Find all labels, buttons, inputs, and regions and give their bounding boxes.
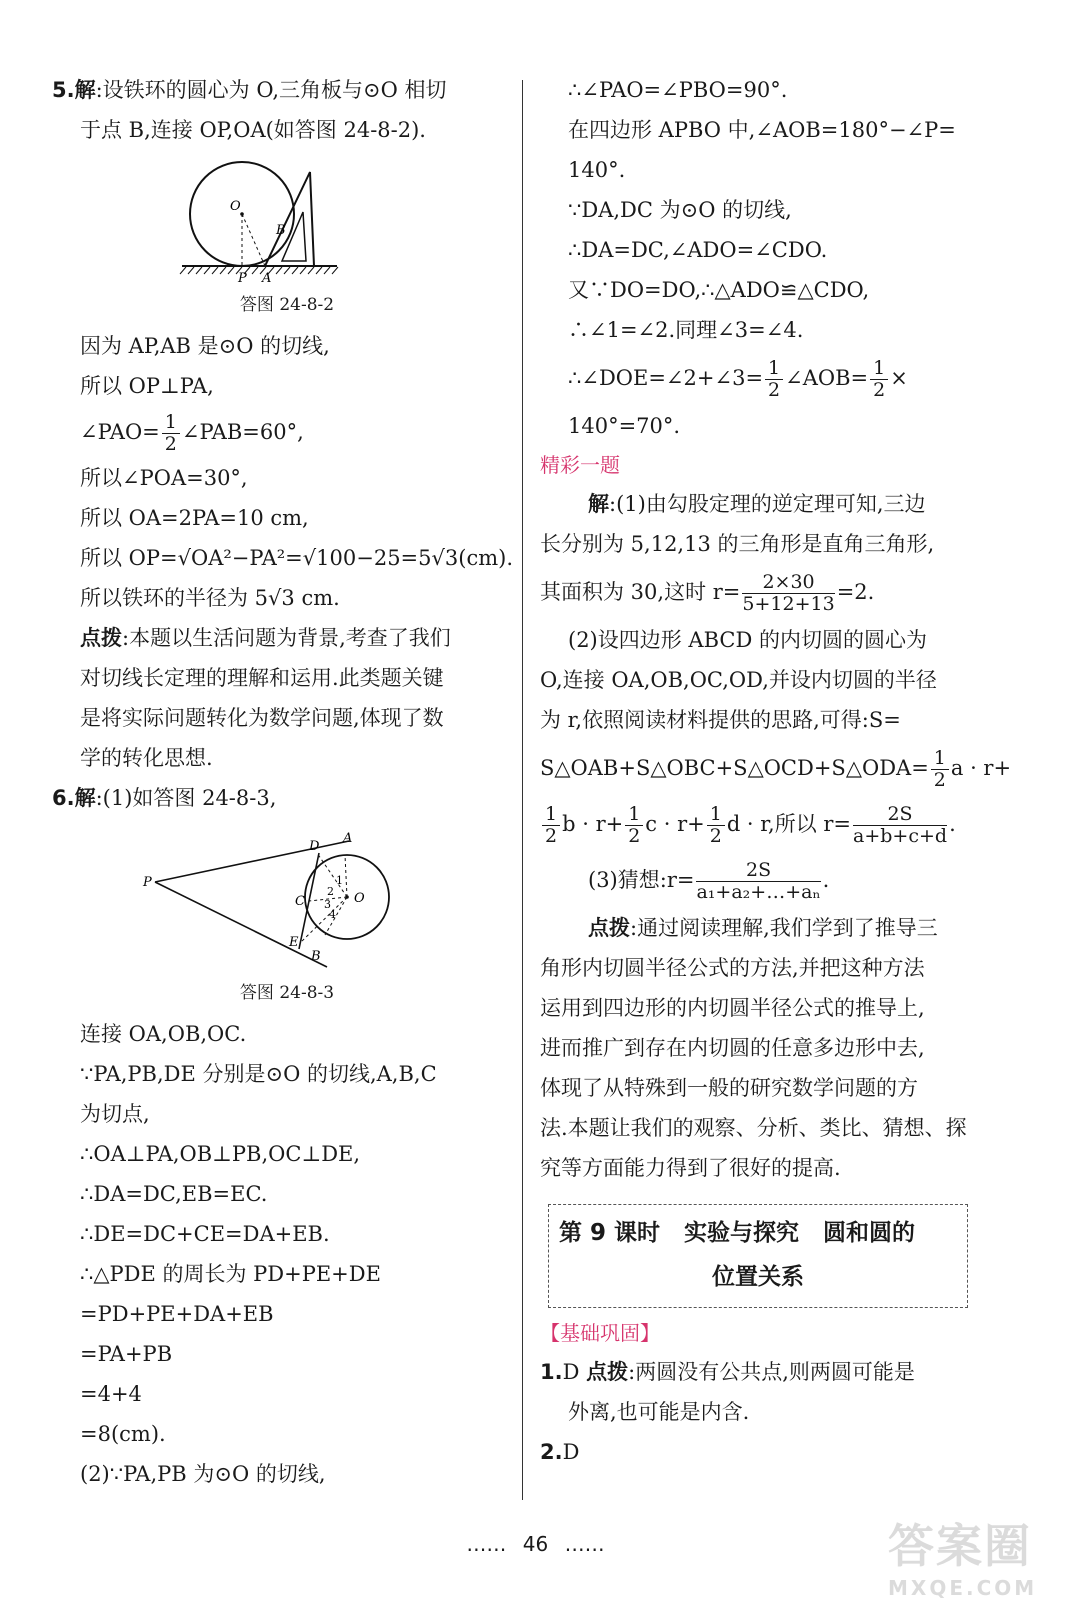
fraction: $\frac{1}{2}$ [707,804,725,847]
label-O: O [230,199,241,214]
highlight-tip: 进而推广到存在内切圆的任意多边形中去, [540,1036,925,1060]
highlight-solution: 其面积为 30,这时 r= $\frac{2\times 30}{5+12+13}$ =2. [540,571,875,615]
highlight-heading: 精彩一题 [540,453,620,477]
label-A: A [262,271,272,284]
q6-text: ∵PA,PB,DE 分别是⊙O 的切线,A,B,C [80,1062,437,1086]
lesson-title-line2: 位置关系 [712,1264,804,1290]
q6-text: ∴DE=DC+CE=DA+EB. [80,1222,330,1246]
angle-2: 2 [327,885,334,898]
watermark-url: MXQE.COM [888,1576,1038,1600]
highlight-solution: O,连接 OA,OB,OC,OD,并设内切圆的半径 [540,668,937,692]
q6-continued: ∵DA,DC 为⊙O 的切线, [568,198,792,222]
q6-text: 为切点, [80,1102,150,1126]
q6-label: 解 [74,786,96,810]
fraction: $\frac{2\times 30}{5+12+13}$ [742,571,835,615]
angle-4: 4 [329,908,336,921]
q6-text: =4+4 [80,1382,142,1406]
figure-caption: 答图 24-8-3 [239,983,335,1003]
q6-continued: ∴DA=DC,∠ADO=∠CDO. [568,238,828,262]
q6-text: (2)∵PA,PB 为⊙O 的切线, [80,1462,326,1486]
q5-tip: 对切线长定理的理解和运用.此类题关键 [80,666,444,690]
highlight-solution: (3)猜想:r= $\frac{2S}{\text{a₁+a₂+…+aₙ}}$ . [588,859,830,903]
q6-continued: ∴∠1=∠2.同理∠3=∠4. [568,318,804,342]
q6-text: ∴△PDE 的周长为 PD+PE+DE [80,1262,381,1286]
left-column [52,70,522,1494]
q5-text: 所以铁环的半径为 5√3 cm. [80,586,340,610]
fraction: $\frac{1}{2}$ [931,748,949,791]
q5-text: 所以∠POA=30°, [80,466,248,490]
answer-2: 2.D [540,1440,580,1464]
q6-continued: 在四边形 APBO 中,∠AOB=180°−∠P= [568,118,956,142]
q6-text: =PA+PB [80,1342,173,1366]
highlight-solution: 长分别为 5,12,13 的三角形是直角三角形, [540,532,935,556]
triangle-ruler [265,172,314,266]
section-heading: 【基础巩固】 [540,1321,660,1345]
highlight-solution: 解:(1)由勾股定理的逆定理可知,三边 [588,492,926,516]
right-column [540,70,1012,1472]
label-D: D [309,839,320,854]
fraction: $\frac{2S}{\text{a₁+a₂+…+aₙ}}$ [696,859,821,903]
label-C: C [295,894,305,909]
q5-text: 因为 AP,AB 是⊙O 的切线, [80,334,330,358]
highlight-tip: 点拨:通过阅读理解,我们学到了推导三 [588,916,938,940]
label-P: P [238,271,247,284]
q6-continued: ∴∠DOE=∠2+∠3= $\frac{1}{2}$ ∠AOB= $\frac{1}{2}$ × [568,357,908,401]
q5-tip: 学的转化思想. [80,746,213,770]
label-A: A [343,831,353,846]
footer-dots: …… [466,1532,507,1556]
q6-number: 6. [52,786,75,810]
q5-number: 5. [52,78,75,102]
label-E: E [289,935,299,950]
q5-text: 所以 OP=√OA²−PA²=√100−25=5√3(cm). [80,546,513,570]
lesson-title-line1: 第 9 课时 实验与探究 圆和圆的 [559,1220,916,1246]
figure-24-8-2 [52,154,522,288]
highlight-solution: $\frac{1}{2}$ b · r+ $\frac{1}{2}$ c · r+ $\frac{1}{2}$ d · r,所以 r= $\frac{2S}{a+b+c+d}$ . [540,796,1000,852]
fraction: $\frac{1}{2}$ [625,804,643,847]
fraction: $\frac{1}{2}$ [765,358,783,401]
page-number: 46 [522,1532,549,1556]
q5-label: 解 [74,78,96,102]
q5-tip: 是将实际问题转化为数学问题,体现了数 [80,706,444,730]
q5-line2: 于点 B,连接 OP,OA(如答图 24-8-2). [80,118,426,142]
q5-line1: 5.解:设铁环的圆心为 O,三角板与⊙O 相切 [52,78,447,102]
fraction: $\frac{2S}{a+b+c+d}$ [853,803,948,847]
figure-24-8-3 [52,822,522,976]
label-P: P [143,875,152,890]
q6-line1: 6.解:(1)如答图 24-8-3, [52,786,277,810]
highlight-solution: (2)设四边形 ABCD 的内切圆的圆心为 [568,628,927,652]
highlight-tip: 究等方面能力得到了很好的提高. [540,1156,841,1180]
answer-1: 1.D 点拨:两圆没有公共点,则两圆可能是 [540,1360,915,1384]
tangent-PA [155,841,349,882]
q6-text: 连接 OA,OB,OC. [80,1022,247,1046]
q5-text: 所以 OA=2PA=10 cm, [80,506,309,530]
highlight-tip: 角形内切圆半径公式的方法,并把这种方法 [540,956,925,980]
q5-text: ∠PAO= $\frac{1}{2}$ ∠PAB=60°, [80,411,304,455]
highlight-tip: 体现了从特殊到一般的研究数学问题的方 [540,1076,918,1100]
q6-text: ∴OA⊥PA,OB⊥PB,OC⊥DE, [80,1142,361,1166]
watermark-logo [888,1510,1053,1600]
tangent-lines-diagram [137,822,437,972]
fraction: $\frac{1}{2}$ [162,412,180,455]
q6-text: =PD+PE+DA+EB [80,1302,274,1326]
label-B: B [311,949,321,964]
lesson-title-box [548,1204,968,1308]
q6-continued: 又∵DO=DO,∴△ADO≌△CDO, [568,278,870,302]
highlight-tip: 法.本题让我们的观察、分析、类比、猜想、探 [540,1116,967,1140]
highlight-solution: S△OAB+S△OBC+S△OCD+S△ODA= $\frac{1}{2}$ a · r+ [540,747,1012,791]
q6-text: =8(cm). [80,1422,166,1446]
highlight-solution: 为 r,依照阅读材料提供的思路,可得:S= [540,708,901,732]
q5-tip: 点拨:本题以生活问题为背景,考查了我们 [80,626,451,650]
iron-ring-diagram [162,154,412,284]
q6-continued: 140°. [568,158,626,182]
q6-continued: ∴∠PAO=∠PBO=90°. [568,78,788,102]
q5-text: 所以 OP⊥PA, [80,374,214,398]
q6-text: ∴DA=DC,EB=EC. [80,1182,268,1206]
angle-3: 3 [324,898,331,911]
fraction: $\frac{1}{2}$ [542,804,560,847]
figure-caption: 答图 24-8-2 [239,295,335,315]
column-divider [522,80,523,1500]
fraction: $\frac{1}{2}$ [870,358,888,401]
label-O: O [354,891,365,906]
answer-1-tip-cont: 外离,也可能是内含. [568,1400,750,1424]
angle-1: 1 [336,874,343,887]
highlight-tip: 运用到四边形的内切圆半径公式的推导上, [540,996,925,1020]
q6-continued: 140°=70°. [568,414,681,438]
label-B: B [276,223,286,238]
footer-dots: …… [564,1532,605,1556]
watermark-text: 答案圈 [888,1519,1032,1573]
